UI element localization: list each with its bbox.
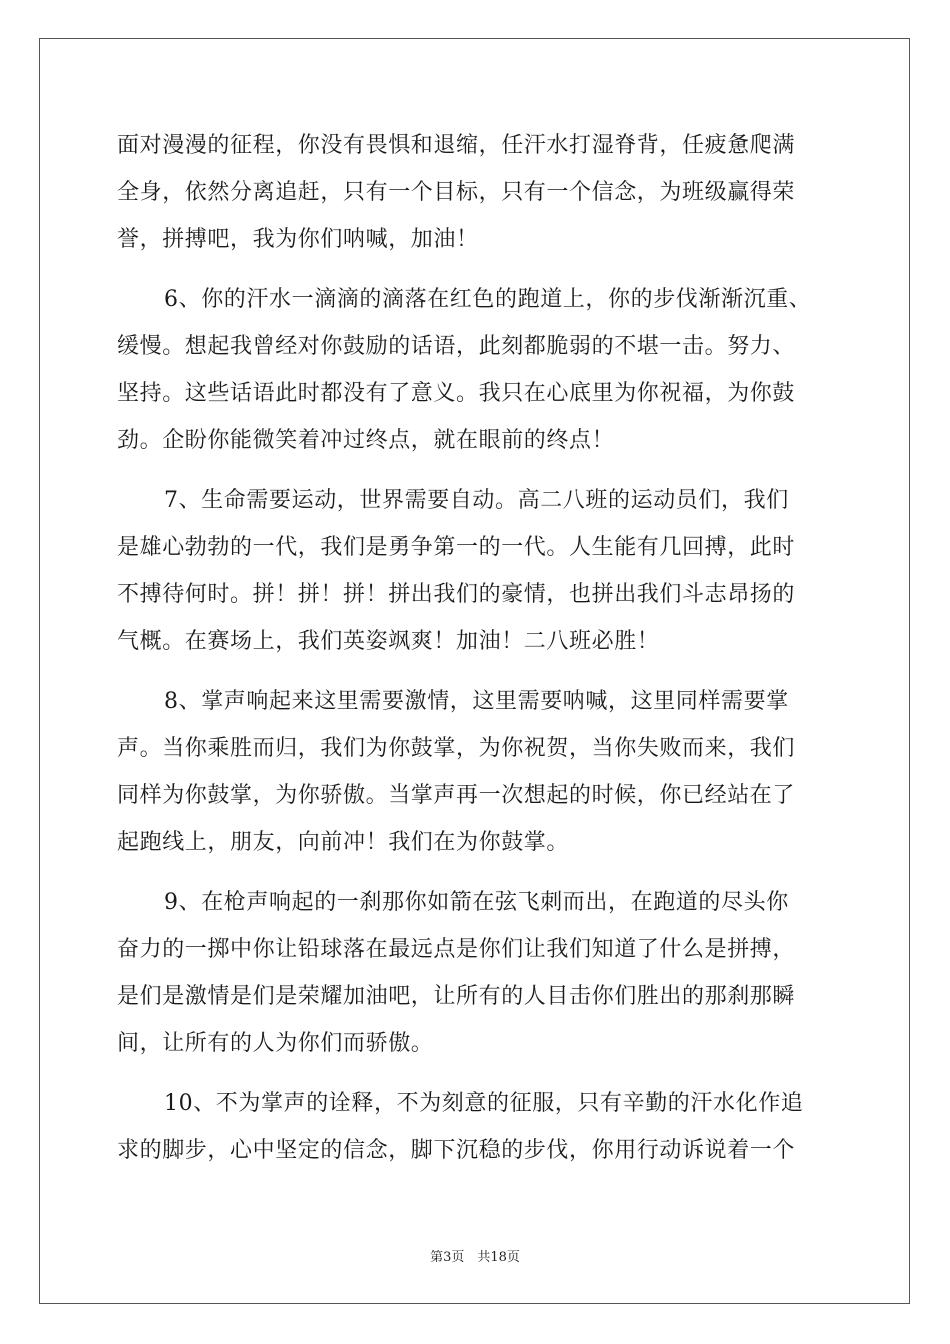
text-line: 坚持。这些话语此时都没有了意义。我只在心底里为你祝福，为你鼓 <box>117 381 796 406</box>
text-line: 声。当你乘胜而归，我们为你鼓掌，为你祝贺，当你失败而来，我们 <box>117 736 796 761</box>
paragraph-10-start: 10、不为掌声的诠释，不为刻意的征服，只有辛勤的汗水化作追 <box>164 1091 804 1116</box>
paragraph-6-start: 6、你的汗水一滴滴的滴落在红色的跑道上，你的步伐渐渐沉重、 <box>164 287 812 312</box>
page-number-footer: 第3页 共18页 <box>430 1250 520 1265</box>
text-line: 气概。在赛场上，我们英姿飒爽！加油！二八班必胜！ <box>117 629 660 654</box>
text-line: 间，让所有的人为你们而骄傲。 <box>117 1031 434 1056</box>
text-line: 起跑线上，朋友，向前冲！我们在为你鼓掌。 <box>117 830 570 855</box>
text-line: 誉，拼搏吧，我为你们呐喊，加油！ <box>117 227 479 252</box>
text-line: 全身，依然分离追赶，只有一个目标，只有一个信念，为班级赢得荣 <box>117 180 796 205</box>
text-line: 求的脚步，心中坚定的信念，脚下沉稳的步伐，你用行动诉说着一个 <box>117 1138 796 1163</box>
paragraph-7-start: 7、生命需要运动，世界需要自动。高二八班的运动员们，我们 <box>164 488 789 513</box>
text-line: 劲。企盼你能微笑着冲过终点，就在眼前的终点！ <box>117 428 615 453</box>
text-line: 面对漫漫的征程，你没有畏惧和退缩，任汗水打湿脊背，任疲惫爬满 <box>117 133 796 158</box>
text-line: 奋力的一掷中你让铅球落在最远点是你们让我们知道了什么是拼搏， <box>117 937 796 962</box>
paragraph-8-start: 8、掌声响起来这里需要激情，这里需要呐喊，这里同样需要掌 <box>164 689 789 714</box>
paragraph-9-start: 9、在枪声响起的一刹那你如箭在弦飞刺而出，在跑道的尽头你 <box>164 890 789 915</box>
text-line: 缓慢。想起我曾经对你鼓励的话语，此刻都脆弱的不堪一击。努力、 <box>117 334 796 359</box>
text-line: 是雄心勃勃的一代，我们是勇争第一的一代。人生能有几回搏，此时 <box>117 535 796 560</box>
text-line: 是们是激情是们是荣耀加油吧，让所有的人目击你们胜出的那刹那瞬 <box>117 984 796 1009</box>
text-line: 不搏待何时。拼！拼！拼！拼出我们的豪情，也拼出我们斗志昂扬的 <box>117 582 796 607</box>
text-line: 同样为你鼓掌，为你骄傲。当掌声再一次想起的时候，你已经站在了 <box>117 783 796 808</box>
